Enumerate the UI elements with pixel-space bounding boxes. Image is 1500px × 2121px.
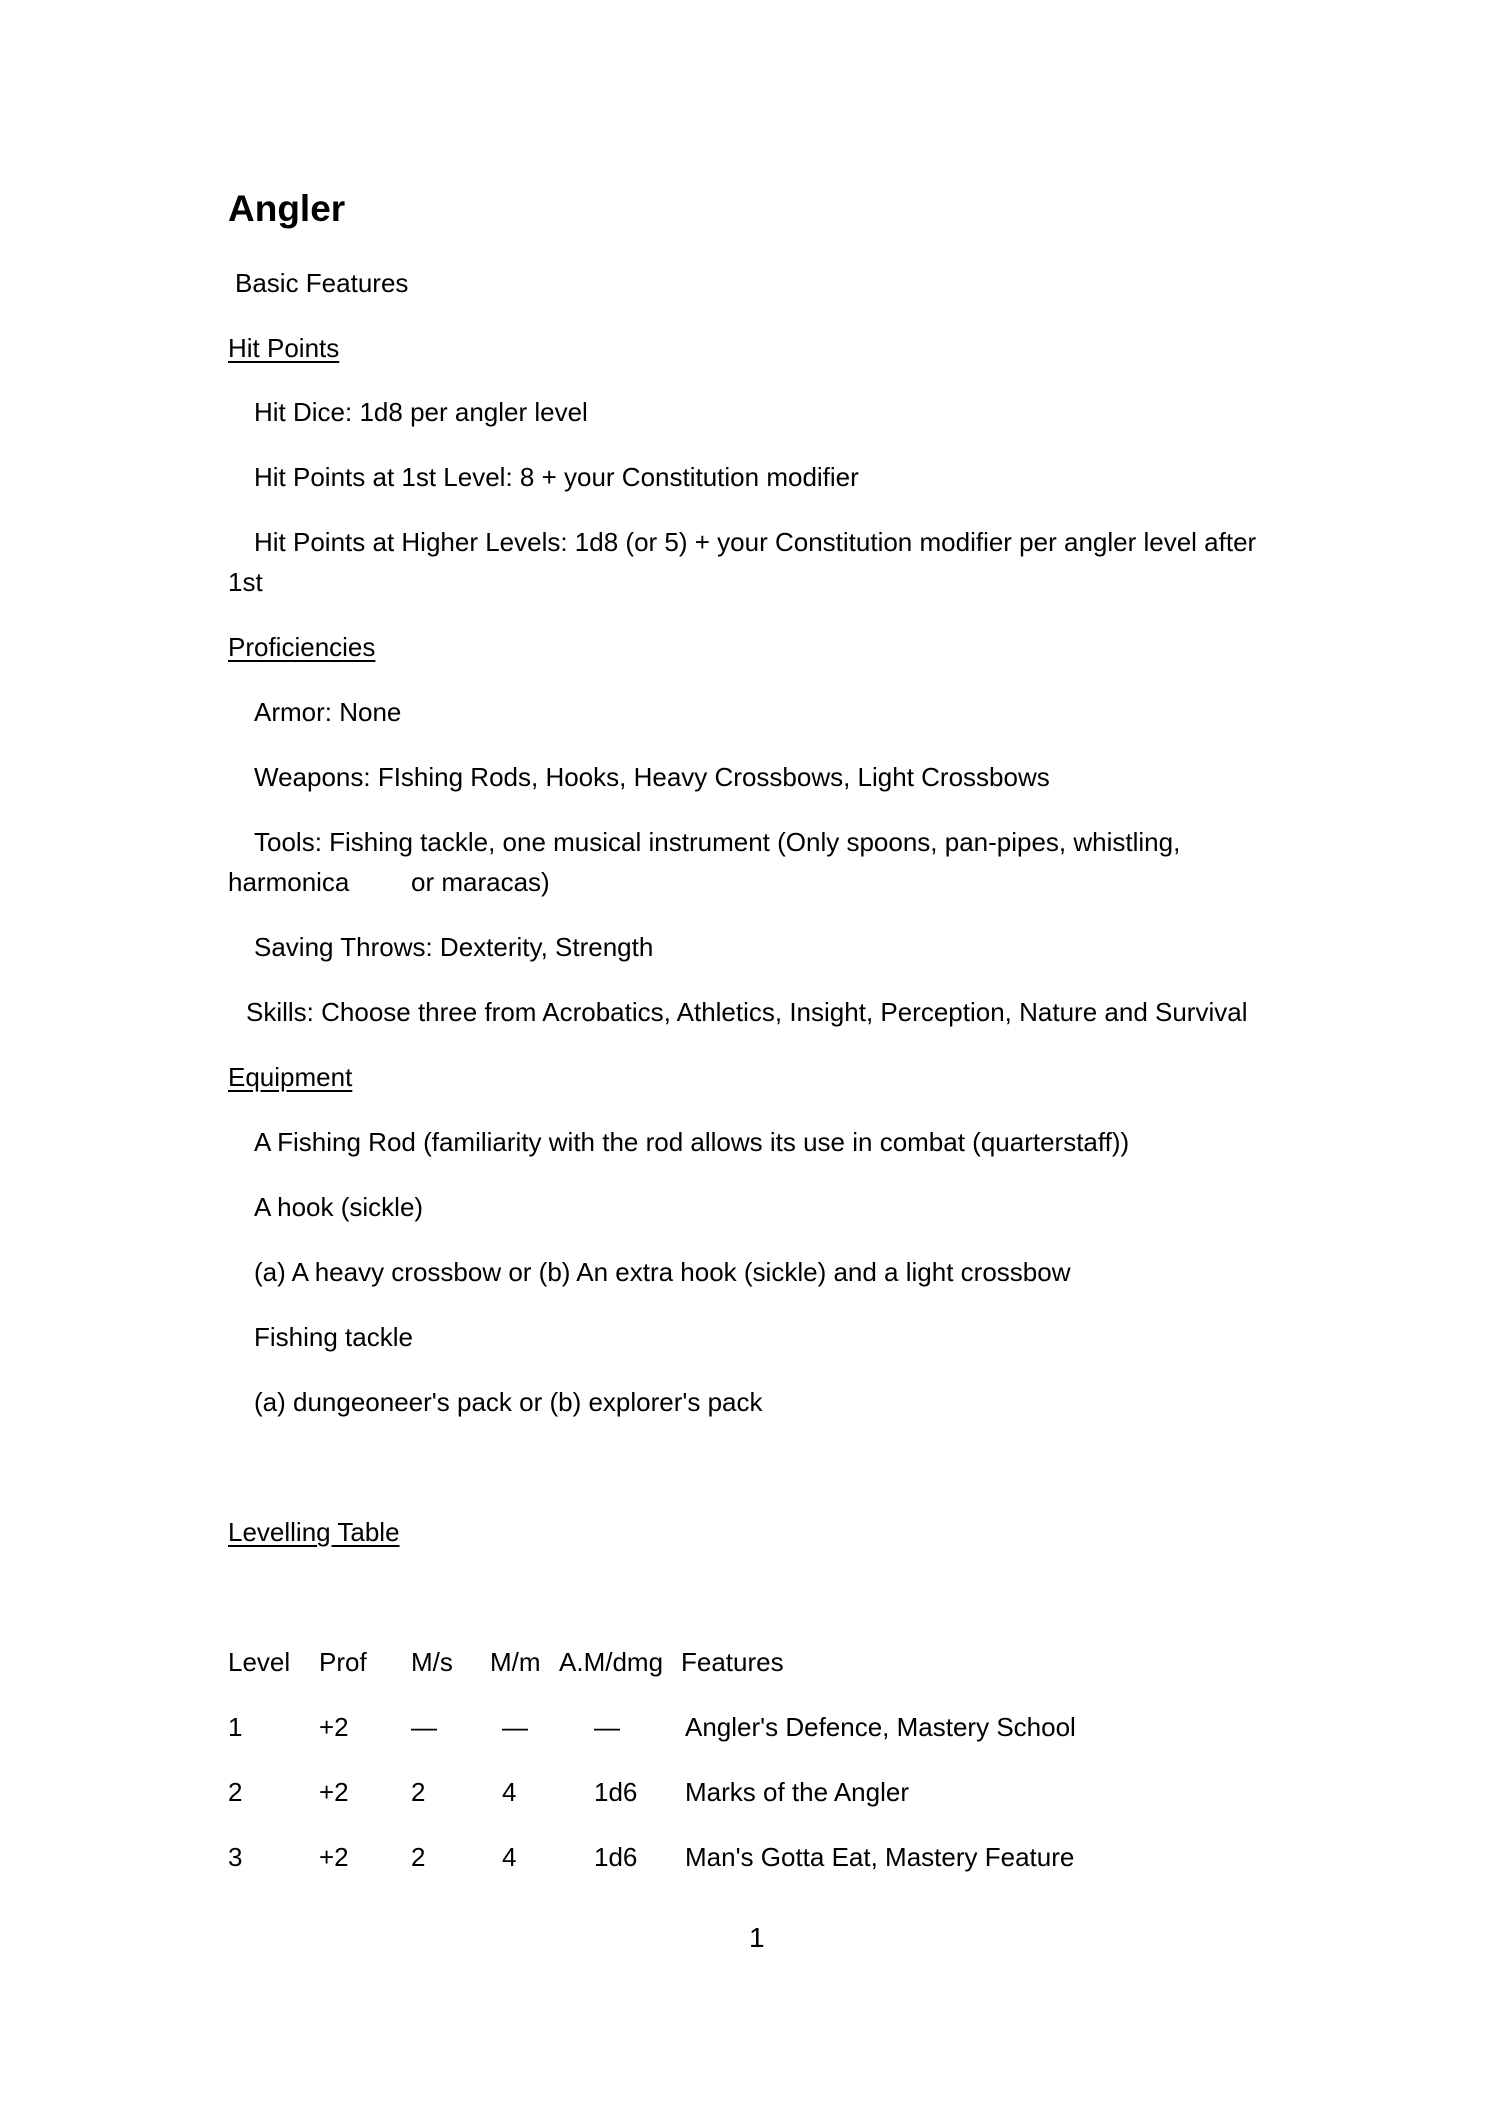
table-header-cell: Level: [228, 1647, 291, 1677]
page-title: Angler: [228, 188, 346, 229]
table-cell-prof: +2: [319, 1712, 349, 1742]
equipment-item: A Fishing Rod (familiarity with the rod allows its use in combat (quarterstaff)): [254, 1127, 1130, 1157]
table-header-cell: Features: [681, 1647, 784, 1677]
hit-points-higher-levels: Hit Points at Higher Levels: 1d8 (or 5) + your Constitution modifier per angler level after: [254, 527, 1257, 557]
saving-throws-line: Saving Throws: Dexterity, Strength: [254, 932, 654, 962]
tools-line-cont-b: or maracas): [411, 867, 550, 897]
skills-line: Skills: Choose three from Acrobatics, Athletics, Insight, Perception, Nature and Survival: [246, 997, 1248, 1027]
table-cell-prof: +2: [319, 1842, 349, 1872]
equipment-item: A hook (sickle): [254, 1192, 424, 1222]
table-header-cell: Prof: [319, 1647, 367, 1677]
weapons-line: Weapons: FIshing Rods, Hooks, Heavy Crossbows, Light Crossbows: [254, 762, 1050, 792]
tools-line: Tools: Fishing tackle, one musical instrument (Only spoons, pan-pipes, whistling,: [254, 827, 1181, 857]
table-cell-features: Marks of the Angler: [685, 1777, 909, 1807]
table-cell-ms: —: [411, 1712, 437, 1742]
hit-points-heading: Hit Points: [228, 333, 340, 363]
table-cell-features: Man's Gotta Eat, Mastery Feature: [685, 1842, 1075, 1872]
table-cell-mm: —: [502, 1712, 528, 1742]
equipment-item: Fishing tackle: [254, 1322, 413, 1352]
armor-line: Armor: None: [254, 697, 402, 727]
table-header-cell: M/m: [490, 1647, 541, 1677]
hit-points-higher-levels-cont: 1st: [228, 567, 263, 597]
table-cell-level: 2: [228, 1777, 243, 1807]
table-cell-mm: 4: [502, 1842, 517, 1872]
table-cell-mm: 4: [502, 1777, 517, 1807]
table-cell-amdmg: —: [594, 1712, 620, 1742]
proficiencies-heading: Proficiencies: [228, 632, 376, 662]
table-cell-amdmg: 1d6: [594, 1842, 638, 1872]
levelling-table-heading: Levelling Table: [228, 1517, 400, 1547]
table-header-cell: A.M/dmg: [559, 1647, 664, 1677]
table-header-cell: M/s: [411, 1647, 453, 1677]
table-cell-level: 1: [228, 1712, 243, 1742]
basic-features-label: Basic Features: [235, 268, 409, 298]
table-cell-level: 3: [228, 1842, 243, 1872]
page-number: 1: [749, 1922, 765, 1953]
equipment-item: (a) dungeoneer's pack or (b) explorer's pack: [254, 1387, 763, 1417]
table-cell-ms: 2: [411, 1842, 426, 1872]
table-cell-features: Angler's Defence, Mastery School: [685, 1712, 1076, 1742]
table-cell-amdmg: 1d6: [594, 1777, 638, 1807]
hit-dice-line: Hit Dice: 1d8 per angler level: [254, 397, 588, 427]
equipment-heading: Equipment: [228, 1062, 353, 1092]
table-cell-prof: +2: [319, 1777, 349, 1807]
equipment-item: (a) A heavy crossbow or (b) An extra hook (sickle) and a light crossbow: [254, 1257, 1071, 1287]
hit-points-first-level: Hit Points at 1st Level: 8 + your Constitution modifier: [254, 462, 859, 492]
tools-line-cont-a: harmonica: [228, 867, 350, 897]
table-cell-ms: 2: [411, 1777, 426, 1807]
